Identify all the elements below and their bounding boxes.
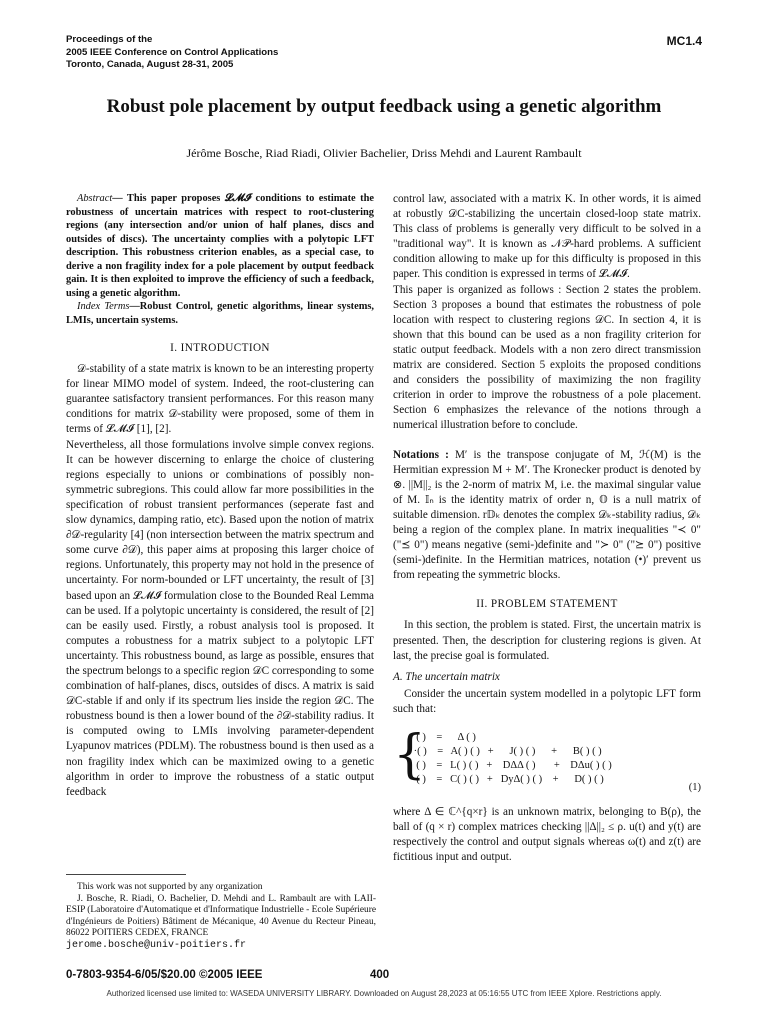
section-1-heading: I. INTRODUCTION: [170, 342, 270, 354]
index-terms: [66, 300, 374, 327]
equation-1: [393, 727, 701, 797]
authorized-use-notice: Authorized licensed use limited to: WASEDA UNIVERSITY LIBRARY. Downloaded on August 28,2023 at 05:16:55 UTC from IEEE Xplore. Restrictions apply.: [106, 989, 662, 998]
equation-brace: {: [393, 725, 427, 785]
notations-label: Notations :: [393, 448, 449, 461]
footnote-affiliation: J. Bosche, R. Riadi, O. Bachelier, D. Mehdi and L. Rambault are with LAII-ESIP (Laboratoire d'Automatique et d'Informatique Industrielle - Ecole Supérieure d'Ingénieurs de Poitiers) Bâtiment de Mécanique, 40 Avenue du Recteur Pineau, 86022 POITIERS CEDEX, FRANCE: [66, 893, 376, 938]
notations-paragraph: [393, 448, 701, 584]
author-list: Jérôme Bosche, Riad Riadi, Olivier Bachelier, Driss Mehdi and Laurent Rambault: [186, 146, 582, 160]
equation-row-4: ( ) = C( ) ( ) + DyΔ( ) ( ) + D( ) ( ): [411, 774, 604, 785]
isbn-line: 0-7803-9354-6/05/$20.00 ©2005 IEEE: [66, 969, 263, 981]
left-column: [66, 192, 374, 800]
abstract: [66, 192, 374, 300]
subsection-a-heading: A. The uncertain matrix: [393, 670, 500, 683]
paper-title: Robust pole placement by output feedback using a genetic algorithm: [106, 96, 662, 117]
right-paragraph-2: This paper is organized as follows : Section 2 states the problem. Section 3 proposes a bound that estimates the robustness of pole location with respect to clustering regions 𝒟C. In section 4, it is shown that this bound can be used as a non fragility criterion for static output feedback. Models with a non zero direct transmission matrix are considered. Section 5 exploits the proposed conditions and considers the possibility of maximizing the non fragility criterion in order to improve the robustness of a pole placement. Section 6 emphasizes the relevance of the notions through a numerical illustration before to conclude.: [393, 283, 701, 432]
notations-text: M′ is the transpose conjugate of M, ℋ(M) is the Hermitian expression M + M′. The Kronecker product is denoted by ⊗. ||M||₂ is the 2-norm of matrix M, i.e. the maximal singular value of M. 𝕀ₙ is the identity matrix of order n, 𝕆 is a null matrix of suitable dimension. r𝔻ₖ denotes the complex 𝒟ₖ-stability radius, 𝒟ₖ being a region of the complex plane. In matrix inequalities "≺ 0" ("⪯ 0") means negative (semi-)definite and "≻ 0" ("⪰ 0") positive (semi-)definite. In the Hermitian matrices, notation (•)′ prevent us from repeating the symmetric blocks.: [393, 448, 701, 582]
section-2-paragraph-1: In this section, the problem is stated. First, the uncertain matrix is presented. Then, the description for clustering regions is given. At last, the precise goal is formulated.: [393, 619, 701, 662]
footnote-rule: [66, 874, 186, 875]
footnote-email: jerome.bosche@univ-poitiers.fr: [66, 939, 247, 951]
session-code: MC1.4: [666, 34, 702, 48]
right-paragraph-1: control law, associated with a matrix K. In other words, it is aimed at robustly 𝒟C-stabilizing the uncertain closed-loop state matrix. This class of problems is generally very difficult to be solved in a "traditional way". It is known as 𝒩𝒫-hard problems. A sufficient condition allowing to make up for this difficulty is proposed in this paper. This condition is expressed in terms of 𝓛𝓜𝓘.: [393, 193, 701, 281]
equation-row-1: ( ) = Δ ( ): [411, 732, 476, 743]
conference-line-2: 2005 IEEE Conference on Control Applications: [66, 46, 279, 58]
intro-paragraph-2: Nevertheless, all those formulations involve simple convex regions. It can be however discerning to enlarge the choice of clustering regions especially to unions or combinations of possibly non-symmetric subregions. This could allow far more possibilities in the specification of robust transient performances (seperate fast and slow dynamics, damping ratio, etc). Based upon the notion of matrix ∂𝒟-regularity [4] (non intersection between the matrix spectrum and some curve ∂𝒟), this paper aims at proposing this larger choice of regions. Unfortunately, this property may not hold in the presence of uncertainty. For norm-bounded or LFT uncertainty, the result of [3] based upon an 𝓛𝓜𝓘 formulation close to the Bounded Real Lemma can be used. If a polytopic uncertainty is considered, the result of [2] can be easily used. Firstly, a robust analysis tool is proposed. It computes a robustness for a matrix subject to a polytopic LFT uncertainty. This robustness bound, as large as possible, ensures that the spectrum belongs to a specific region 𝒟C corresponding to some combination of half-planes, discs, outsides of discs. A matrix is said 𝒟C-stable if and only if its spectrum lies inside the region 𝒟C. The robustness bound is then a lower bound of the ∂𝒟-stability radius. It is computed owing to LMIs involving parameter-dependent Lyapunov matrices (PDLM). The robustness bound is then used as a non fragility index which can be maximized owing to a genetic algorithm in order to improve the robustness of a static output feedback: [66, 438, 374, 798]
conference-line-3: Toronto, Canada, August 28-31, 2005: [66, 59, 234, 70]
conference-line-1: Proceedings of the: [66, 34, 153, 45]
intro-paragraph-1: 𝒟-stability of a state matrix is known to be an interesting property for linear MIMO model of system. Indeed, the root-clustering can guarantee satisfactory transient performances. For this reason many conditions for matrix 𝒟-stability were proposed, some of them in terms of 𝓛𝓜𝓘 [1], [2].: [66, 363, 374, 436]
abstract-label: Abstract: [77, 193, 113, 204]
section-2-paragraph-2: Consider the uncertain system modelled in a polytopic LFT form such that:: [393, 687, 701, 715]
footnote: [66, 882, 376, 951]
index-terms-label: Index Terms: [77, 301, 130, 312]
right-column: [393, 192, 701, 865]
equation-row-3: ( ) = L( ) ( ) + DΔΔ ( ) + DΔu( ) ( ): [411, 760, 612, 771]
section-2-heading: II. PROBLEM STATEMENT: [476, 598, 618, 611]
footnote-funding: This work was not supported by any organization: [77, 882, 263, 892]
equation-row-2: ·( ) = A( ) ( ) + J( ) ( ) + B( ) ( ): [411, 746, 602, 757]
index-terms-text: —Robust Control, genetic algorithms, linear systems, LMIs, uncertain systems.: [66, 301, 375, 326]
conference-header: [66, 34, 278, 72]
abstract-text: — This paper proposes 𝓛𝓜𝓘 conditions to estimate the robustness of uncertain matrices with respect to root-clustering regions (any intersection and/or union of half planes, discs and outsides of discs). The uncertainty complies with a polytopic LFT description. This robustness criterion enables, as a special case, to derive a non fragility index for a pole placement by output feedback gain. It is then exploited to improve the efficiency of such a feedback, using a genetic algorithm.: [66, 193, 374, 299]
section-2-paragraph-3: where Δ ∈ ℂ^{q×r} is an unknown matrix, belonging to B(ρ), the ball of (q × r) complex matrices checking ||Δ||₂ ≤ ρ. u(t) and y(t) are respectively the control and output signals whereas ω(t) and z(t) are fictitious input and output.: [393, 806, 701, 864]
page-number: 400: [370, 969, 390, 981]
equation-number: (1): [688, 782, 701, 793]
